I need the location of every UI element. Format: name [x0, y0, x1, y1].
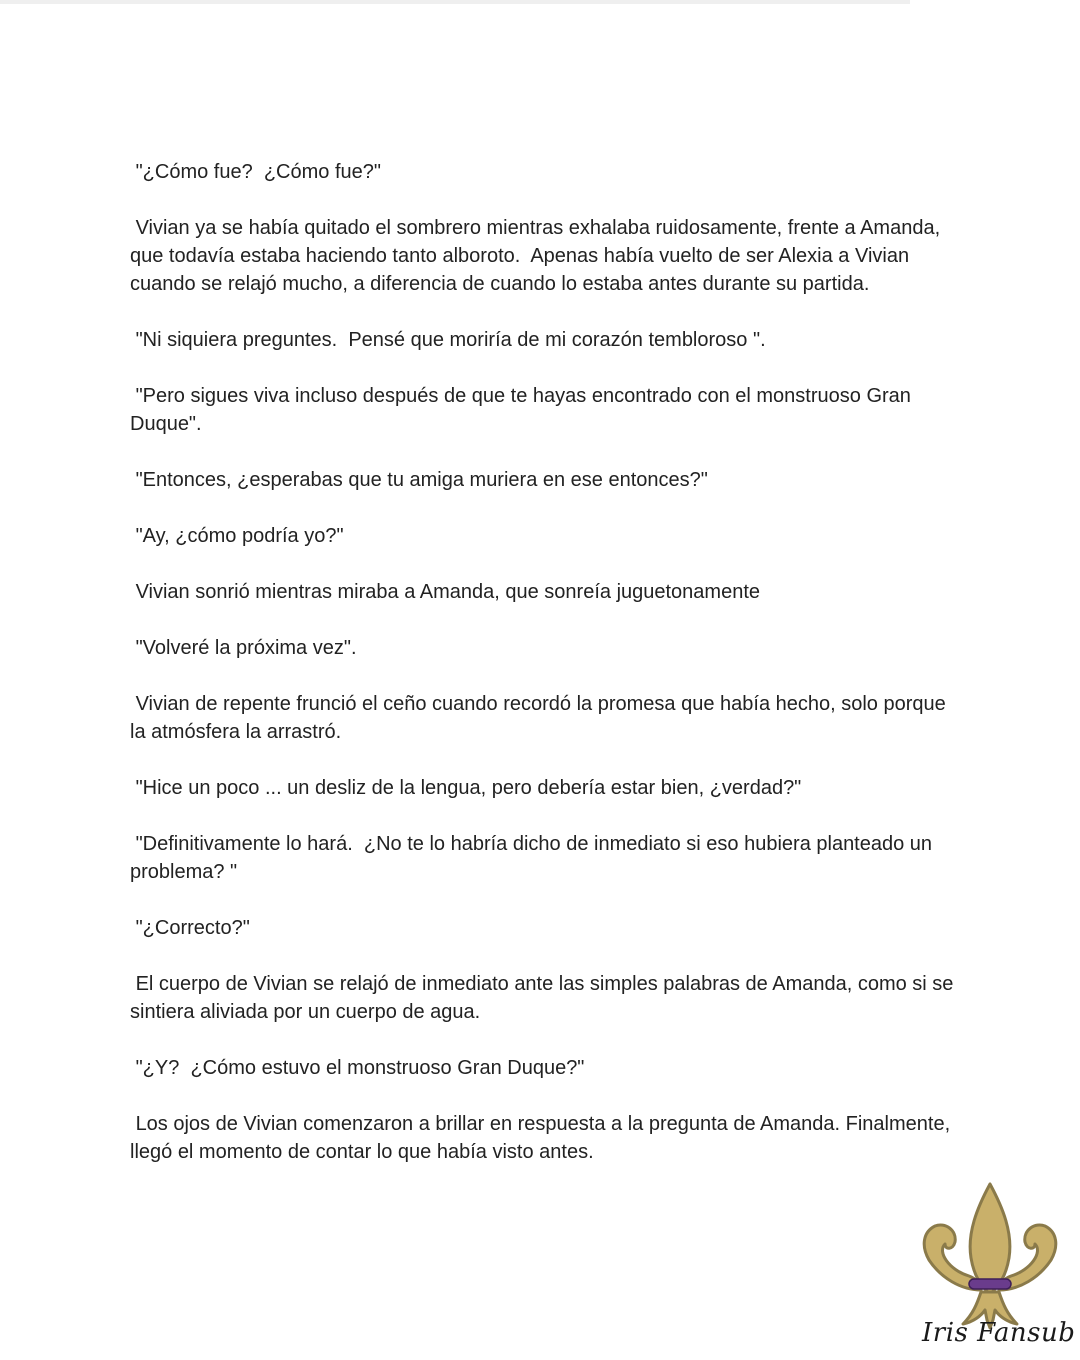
paragraph: Los ojos de Vivian comenzaron a brillar en respuesta a la pregunta de Amanda. Finalmente, llegó el momento de contar lo que había visto antes. — [130, 1113, 956, 1163]
paragraph: "Hice un poco ... un desliz de la lengua, pero debería estar bien, ¿verdad?" — [130, 777, 802, 799]
paragraph: El cuerpo de Vivian se relajó de inmediato ante las simples palabras de Amanda, como si se sintiera aliviada por un cuerpo de agua. — [130, 973, 959, 1023]
paragraph: "Ay, ¿cómo podría yo?" — [130, 525, 344, 547]
paragraph: Vivian de repente frunció el ceño cuando recordó la promesa que había hecho, solo porque la atmósfera la arrastró. — [130, 693, 952, 743]
paragraph: Vivian ya se había quitado el sombrero mientras exhalaba ruidosamente, frente a Amanda, que todavía estaba haciendo tanto alboroto. Apenas había vuelto de ser Alexia a Vivian cuando se relajó mucho, a diferencia de cuando lo estaba antes durante su partida. — [130, 217, 946, 295]
paragraph: "¿Correcto?" — [130, 917, 250, 939]
paragraph: "¿Y? ¿Cómo estuvo el monstruoso Gran Duque?" — [130, 1057, 585, 1079]
document-body — [130, 158, 962, 1194]
paragraph: "Pero sigues viva incluso después de que te hayas encontrado con el monstruoso Gran Duque". — [130, 385, 917, 435]
paragraph: Vivian sonrió mientras miraba a Amanda, que sonreía juguetonamente — [130, 581, 761, 603]
paragraph: "¿Cómo fue? ¿Cómo fue?" — [130, 161, 381, 183]
paragraph: "Entonces, ¿esperabas que tu amiga muriera en ese entonces?" — [130, 469, 708, 491]
paragraph: "Definitivamente lo hará. ¿No te lo habría dicho de inmediato si eso hubiera planteado un problema? " — [130, 833, 938, 883]
top-edge-bar — [0, 0, 910, 4]
watermark-text: Iris Fansub — [922, 1318, 1076, 1348]
paragraph: "Ni siquiera preguntes. Pensé que moriría de mi corazón tembloroso ". — [130, 329, 766, 351]
paragraph: "Volveré la próxima vez". — [130, 637, 357, 659]
